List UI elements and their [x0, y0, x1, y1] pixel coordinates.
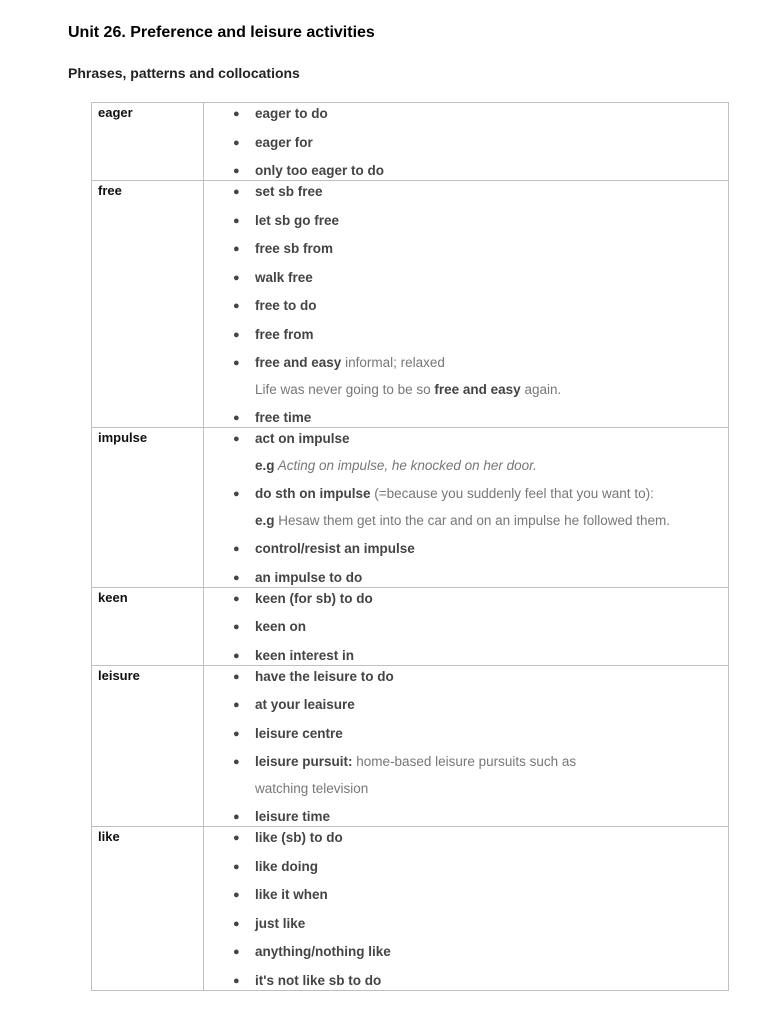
phrase-text: free to do	[255, 298, 317, 313]
example-sentence	[255, 381, 728, 399]
table-row	[92, 827, 729, 991]
phrase-definition: home-based leisure pursuits such as	[352, 754, 577, 769]
bullet-icon: ●	[233, 832, 240, 844]
list-item	[233, 647, 728, 665]
phrase-text: act on impulse	[255, 431, 350, 446]
phrases-cell	[204, 103, 729, 181]
bullet-icon: ●	[233, 136, 240, 149]
phrase-text: free time	[255, 410, 312, 425]
example-sentence	[255, 457, 728, 475]
bullet-icon: ●	[233, 488, 240, 500]
list-item	[233, 269, 728, 287]
list-item	[233, 297, 728, 315]
example-text: Acting on impulse, he knocked on her door.	[274, 457, 537, 473]
phrase-text: eager for	[255, 134, 313, 150]
list-item	[233, 618, 728, 636]
phrases-cell	[204, 827, 729, 991]
phrase-text: keen on	[255, 619, 307, 634]
bullet-icon: ●	[233, 357, 240, 369]
phrase-text: free sb from	[255, 241, 334, 256]
table-row	[92, 587, 729, 665]
phrase-list	[204, 430, 728, 587]
list-item	[233, 972, 728, 990]
bullet-icon: ●	[233, 860, 240, 873]
bullet-icon: ●	[233, 214, 240, 227]
phrase-text: anything/nothing like	[255, 944, 391, 959]
phrase-text: eager to do	[255, 106, 328, 121]
phrase-text: leisure pursuit:	[255, 754, 353, 769]
example-text: again.	[520, 381, 562, 397]
bullet-icon: ●	[233, 412, 240, 424]
bullet-icon: ●	[233, 165, 240, 177]
example-highlight: free and easy	[434, 381, 521, 397]
list-item	[233, 725, 728, 743]
list-item	[233, 753, 728, 798]
phrase-text: keen interest in	[255, 647, 355, 663]
bullet-icon: ●	[233, 571, 240, 584]
bullet-icon: ●	[233, 699, 240, 711]
bullet-icon: ●	[233, 271, 240, 284]
list-item	[233, 590, 728, 608]
phrase-text: an impulse to do	[255, 569, 363, 585]
table-row	[92, 428, 729, 588]
bullet-icon: ●	[233, 592, 240, 605]
list-item	[233, 858, 728, 876]
phrase-text: let sb go free	[255, 212, 340, 228]
phrases-cell	[204, 428, 729, 588]
bullet-icon: ●	[233, 670, 240, 683]
list-item	[233, 212, 728, 230]
bullet-icon: ●	[233, 328, 240, 341]
list-item	[233, 915, 728, 933]
bullet-icon: ●	[233, 649, 240, 662]
phrase-text: leisure time	[255, 809, 331, 824]
phrases-cell	[204, 665, 729, 827]
bullet-icon: ●	[233, 300, 240, 312]
list-item	[233, 540, 728, 558]
phrases-cell	[204, 181, 729, 428]
example-label: e.g	[255, 512, 275, 528]
list-item	[233, 808, 728, 826]
example-text: Life was never going to be so	[255, 381, 435, 397]
phrase-text: like (sb) to do	[255, 830, 343, 845]
bullet-icon: ●	[233, 543, 240, 555]
list-item	[233, 162, 728, 180]
list-item	[233, 696, 728, 714]
bullet-icon: ●	[233, 621, 240, 633]
bullet-icon: ●	[233, 917, 240, 930]
list-item	[233, 829, 728, 847]
headword-cell: keen	[92, 587, 204, 665]
list-item	[233, 134, 728, 152]
phrase-list	[204, 183, 728, 427]
list-item	[233, 105, 728, 123]
phrase-list	[204, 105, 728, 180]
phrase-text: have the leisure to do	[255, 668, 394, 684]
list-item	[233, 430, 728, 475]
example-label: e.g	[255, 457, 275, 473]
phrase-list	[204, 590, 728, 665]
phrases-cell	[204, 587, 729, 665]
table-row	[92, 103, 729, 181]
phrase-text: leisure centre	[255, 725, 343, 741]
bullet-icon: ●	[233, 889, 240, 901]
page-subtitle: Phrases, patterns and collocations	[68, 65, 300, 81]
phrase-text: free from	[255, 326, 314, 342]
table-row	[92, 665, 729, 827]
list-item	[233, 485, 728, 530]
phrase-text: just like	[255, 915, 306, 931]
phrase-text: at your leaisure	[255, 697, 355, 712]
list-item	[233, 409, 728, 427]
phrase-list	[204, 829, 728, 990]
phrase-text: it's not like sb to do	[255, 972, 382, 988]
bullet-icon: ●	[233, 186, 240, 198]
list-item	[233, 668, 728, 686]
example-sentence	[255, 512, 728, 530]
list-item	[233, 240, 728, 258]
headword-cell: free	[92, 181, 204, 428]
phrase-text: control/resist an impulse	[255, 541, 415, 556]
phrase-text: like it when	[255, 887, 328, 902]
vocabulary-table	[91, 102, 729, 991]
list-item	[233, 943, 728, 961]
headword-cell: like	[92, 827, 204, 991]
list-item	[233, 569, 728, 587]
page-title: Unit 26. Preference and leisure activities	[68, 24, 375, 41]
bullet-icon: ●	[233, 946, 240, 958]
phrase-list	[204, 668, 728, 827]
headword-cell: impulse	[92, 428, 204, 588]
phrase-text: free and easy	[255, 355, 342, 370]
bullet-icon: ●	[233, 433, 240, 445]
phrase-text: set sb free	[255, 184, 323, 199]
list-item	[233, 326, 728, 344]
headword-cell: eager	[92, 103, 204, 181]
phrase-definition: (=because you suddenly feel that you want to):	[370, 486, 654, 501]
bullet-icon: ●	[233, 727, 240, 740]
phrase-definition: informal; relaxed	[341, 355, 445, 370]
list-item	[233, 354, 728, 399]
phrase-text: do sth on impulse	[255, 486, 371, 501]
bullet-icon: ●	[233, 811, 240, 823]
example-text: Hesaw them get into the car and on an impulse he followed them.	[274, 512, 670, 528]
bullet-icon: ●	[233, 974, 240, 987]
headword-cell: leisure	[92, 665, 204, 827]
list-item	[233, 183, 728, 201]
table-row	[92, 181, 729, 428]
phrase-text: keen (for sb) to do	[255, 590, 373, 606]
list-item	[233, 886, 728, 904]
bullet-icon: ●	[233, 756, 240, 768]
bullet-icon: ●	[233, 108, 240, 120]
phrase-text: like doing	[255, 858, 319, 874]
phrase-text: only too eager to do	[255, 163, 385, 178]
phrase-text: walk free	[255, 269, 313, 285]
bullet-icon: ●	[233, 243, 240, 255]
example-sentence: watching television	[255, 780, 369, 796]
